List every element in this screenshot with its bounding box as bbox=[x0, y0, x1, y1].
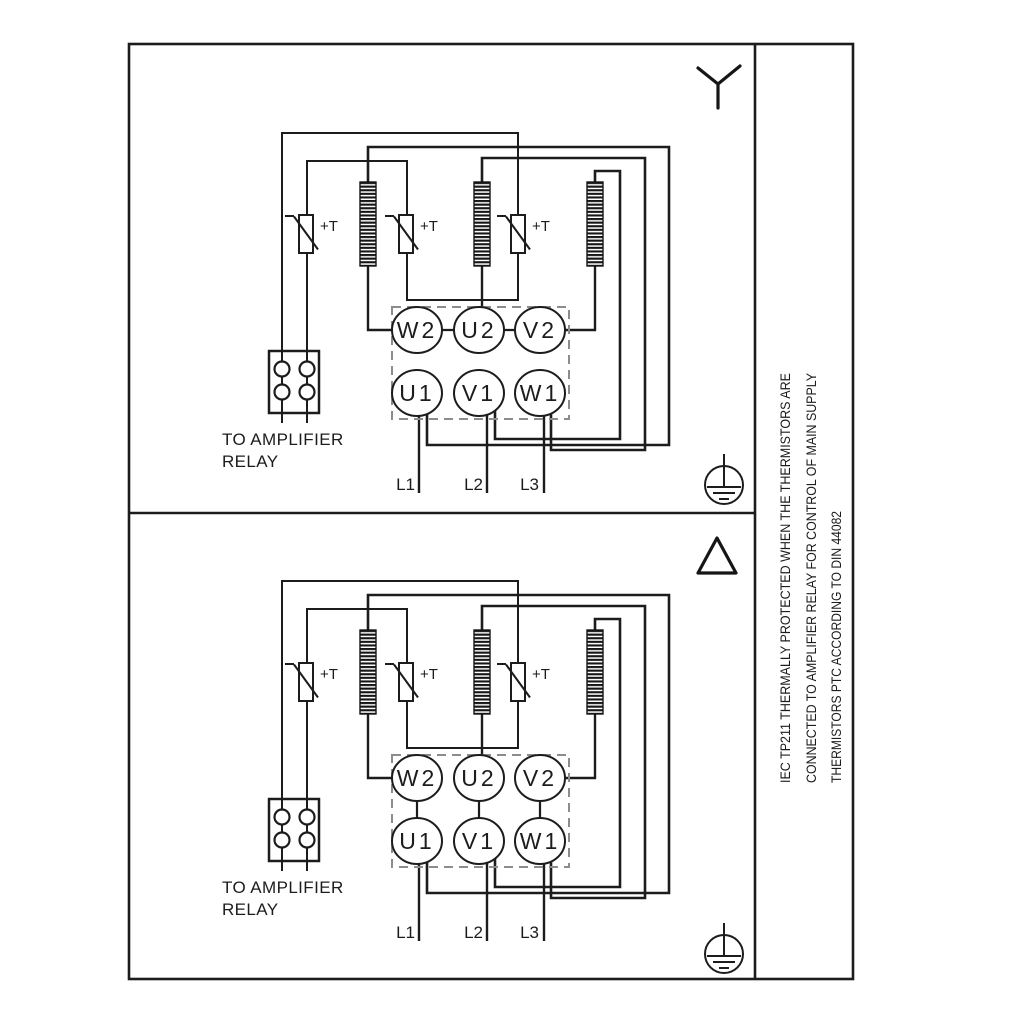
relay-terminal bbox=[275, 385, 290, 400]
motor-winding-icon bbox=[587, 182, 603, 266]
relay-terminal bbox=[275, 362, 290, 377]
terminal-label-W2: W2 bbox=[396, 317, 438, 343]
thermistor-icon bbox=[385, 215, 418, 253]
thermistor-icon bbox=[285, 663, 318, 701]
relay-terminal bbox=[275, 810, 290, 825]
motor-winding-icon bbox=[474, 182, 490, 266]
terminal-label-U2: U2 bbox=[461, 317, 497, 343]
relay-caption-line2: RELAY bbox=[222, 900, 279, 919]
thermistor-label: +T bbox=[320, 666, 338, 683]
terminal-label-W2: W2 bbox=[396, 765, 438, 791]
thermistor-label: +T bbox=[420, 666, 438, 683]
supply-label-L3: L3 bbox=[520, 475, 539, 494]
wire-winding3-to-V2 bbox=[564, 714, 595, 778]
side-note-line3: THERMISTORS PTC ACCORDING TO DIN 44082 bbox=[828, 467, 844, 783]
motor-winding-icon bbox=[360, 182, 376, 266]
side-note-line2: CONNECTED TO AMPLIFIER RELAY FOR CONTROL OF MAIN SUPPLY bbox=[803, 320, 819, 783]
thermistor-icon bbox=[285, 215, 318, 253]
motor-winding-icon bbox=[587, 630, 603, 714]
thermistor-label: +T bbox=[420, 218, 438, 235]
relay-caption-line1: TO AMPLIFIER bbox=[222, 430, 344, 449]
amplifier-relay-box bbox=[269, 799, 319, 861]
supply-label-L3: L3 bbox=[520, 923, 539, 942]
thermistor-label: +T bbox=[532, 666, 550, 683]
delta-connection-icon bbox=[698, 538, 736, 573]
terminal-label-V2: V2 bbox=[522, 317, 558, 343]
side-note bbox=[777, 320, 844, 783]
terminal-label-W1: W1 bbox=[519, 828, 561, 854]
supply-label-L1: L1 bbox=[396, 923, 415, 942]
star-connection-icon bbox=[698, 66, 740, 108]
relay-terminal bbox=[300, 385, 315, 400]
wire-winding1-to-W2 bbox=[368, 266, 393, 330]
terminal-label-W1: W1 bbox=[519, 380, 561, 406]
terminal-label-U1: U1 bbox=[399, 828, 435, 854]
thermistor-label: +T bbox=[532, 218, 550, 235]
supply-label-L2: L2 bbox=[464, 923, 483, 942]
motor-winding-icon bbox=[474, 630, 490, 714]
delta-bridge-links bbox=[417, 801, 540, 818]
terminal-label-V2: V2 bbox=[522, 765, 558, 791]
supply-label-L2: L2 bbox=[464, 475, 483, 494]
thermistor-icon bbox=[385, 663, 418, 701]
terminal-label-U2: U2 bbox=[461, 765, 497, 791]
thermistor-icon bbox=[497, 215, 530, 253]
motor-winding-icon bbox=[360, 630, 376, 714]
earth-ground-icon bbox=[705, 454, 743, 504]
side-note-line1: IEC TP211 THERMALLY PROTECTED WHEN THE THERMISTORS ARE bbox=[777, 323, 793, 783]
terminal-label-U1: U1 bbox=[399, 380, 435, 406]
supply-label-L1: L1 bbox=[396, 475, 415, 494]
earth-ground-icon bbox=[705, 923, 743, 973]
relay-terminal bbox=[275, 833, 290, 848]
terminal-label-V1: V1 bbox=[461, 380, 497, 406]
thermistor-label: +T bbox=[320, 218, 338, 235]
thermistor-icon bbox=[497, 663, 530, 701]
relay-caption-line1: TO AMPLIFIER bbox=[222, 878, 344, 897]
panel-star bbox=[222, 66, 743, 504]
wire-winding1-to-W2 bbox=[368, 714, 393, 778]
relay-terminal bbox=[300, 810, 315, 825]
panel-delta bbox=[222, 538, 743, 973]
relay-terminal bbox=[300, 362, 315, 377]
wire-winding3-to-V2 bbox=[564, 266, 595, 330]
amplifier-relay-box bbox=[269, 351, 319, 413]
relay-caption-line2: RELAY bbox=[222, 452, 279, 471]
terminal-label-V1: V1 bbox=[461, 828, 497, 854]
relay-terminal bbox=[300, 833, 315, 848]
